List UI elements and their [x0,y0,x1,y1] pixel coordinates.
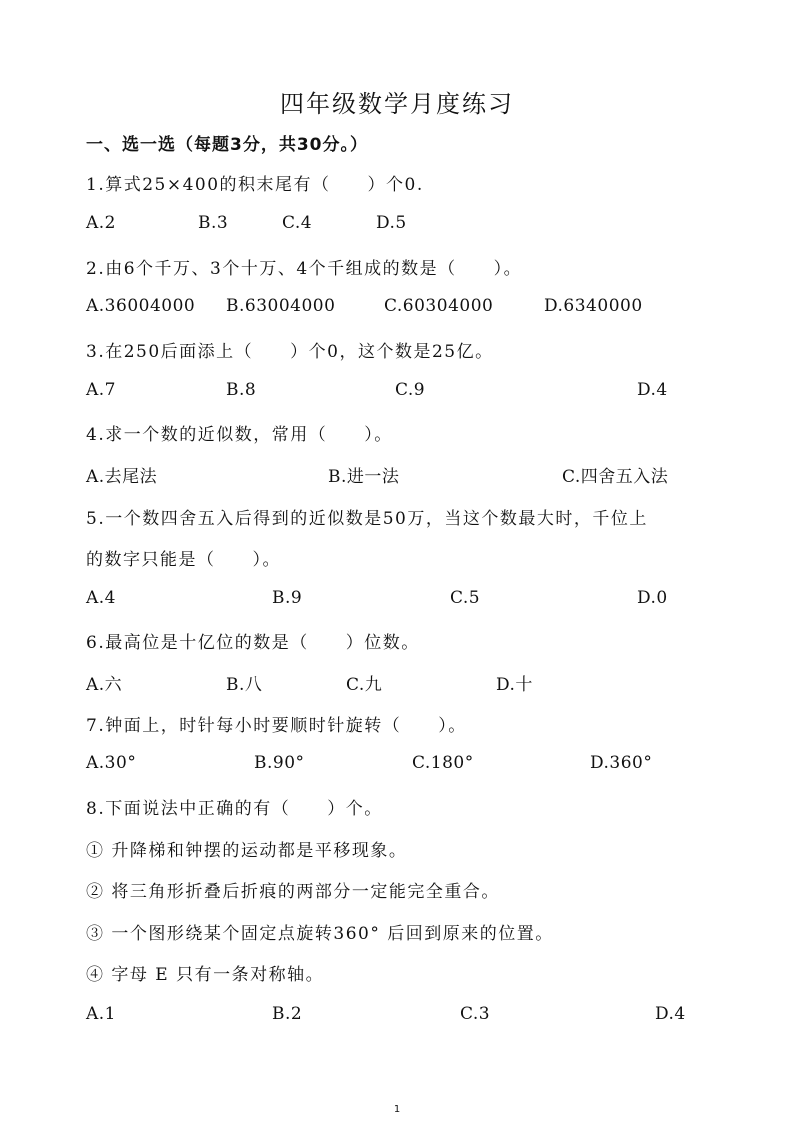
q3-option-b: B.8 [226,380,257,400]
q8-option-c: C.3 [460,1004,491,1024]
q5-option-d: D.0 [637,588,668,608]
q8-option-a: A.1 [86,1004,116,1024]
q8-statement-1: ① 升降梯和钟摆的运动都是平移现象。 [86,841,408,861]
q8-option-d: D.4 [655,1004,686,1024]
q7-option-c: C.180° [412,753,474,773]
question-4-stem: 4.求一个数的近似数，常用（ ）。 [86,425,393,445]
page-number: 1 [393,1104,401,1115]
q6-option-d: D.十 [496,675,533,695]
q1-option-c: C.4 [282,213,313,233]
section-heading: 一、选一选（每题3分，共30分。） [86,135,368,155]
q5-option-a: A.4 [86,588,116,608]
page-title: 四年级数学月度练习 [280,90,514,118]
q8-statement-3: ③ 一个图形绕某个固定点旋转360° 后回到原来的位置。 [86,924,554,944]
q4-option-b: B.进一法 [328,467,400,487]
q2-option-c: C.60304000 [384,296,494,316]
q6-option-a: A.六 [86,675,123,695]
q6-option-b: B.八 [226,675,263,695]
q2-option-a: A.36004000 [86,296,196,316]
q6-option-c: C.九 [346,675,383,695]
q2-option-b: B.63004000 [226,296,336,316]
q4-option-c: C.四舍五入法 [562,467,669,487]
question-7-stem: 7.钟面上，时针每小时要顺时针旋转（ ）。 [86,716,467,736]
question-1-stem: 1.算式25×400的积末尾有（ ）个0. [86,175,424,195]
q3-option-d: D.4 [637,380,668,400]
q7-option-b: B.90° [254,753,305,773]
q4-option-a: A.去尾法 [86,467,158,487]
q5-option-c: C.5 [450,588,481,608]
q8-statement-2: ② 将三角形折叠后折痕的两部分一定能完全重合。 [86,882,500,902]
q8-statement-4: ④ 字母 E 只有一条对称轴。 [86,965,325,985]
q5-option-b: B.9 [272,588,303,608]
q7-option-d: D.360° [590,753,653,773]
question-6-stem: 6.最高位是十亿位的数是（ ）位数。 [86,633,420,653]
q3-option-c: C.9 [395,380,426,400]
q1-option-b: B.3 [198,213,229,233]
question-2-stem: 2.由6个千万、3个十万、4个千组成的数是（ ）。 [86,259,523,279]
question-3-stem: 3.在250后面添上（ ）个0，这个数是25亿。 [86,342,494,362]
q7-option-a: A.30° [86,753,137,773]
q3-option-a: A.7 [86,380,116,400]
q8-option-b: B.2 [272,1004,303,1024]
question-5-stem-line1: 5.一个数四舍五入后得到的近似数是50万，当这个数最大时，千位上 [86,509,648,529]
q1-option-d: D.5 [376,213,407,233]
question-5-stem-line2: 的数字只能是（ ）。 [86,550,281,570]
q1-option-a: A.2 [86,213,116,233]
question-8-stem: 8.下面说法中正确的有（ ）个。 [86,799,383,819]
q2-option-d: D.6340000 [544,296,643,316]
